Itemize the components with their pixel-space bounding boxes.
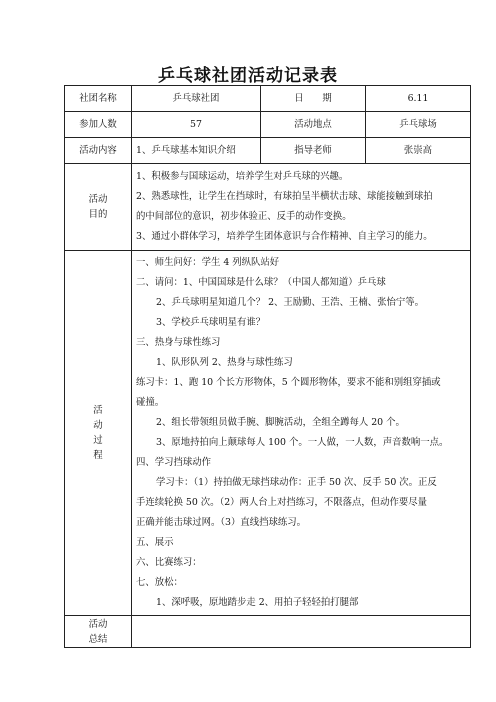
process-line: 五、展示 <box>136 537 174 548</box>
page-title: 乒乓球社团活动记录表 <box>158 66 338 86</box>
process-line: 学习卡：（1）持拍做无球挡球动作：正手 50 次、反手 50 次。正反 <box>156 477 437 488</box>
date-value: 6.11 <box>366 86 471 112</box>
location-label: 活动地点 <box>261 112 366 138</box>
process-line: 碰撞。 <box>136 397 165 408</box>
process-line: 一、师生问好：学生 4 列纵队站好 <box>136 257 280 268</box>
table-row <box>65 138 471 164</box>
process-label <box>65 251 132 616</box>
process-label-char: 过 <box>93 435 103 446</box>
process-line: 三、热身与球性练习 <box>136 337 221 348</box>
process-line: 正确并能击球过网。（3）直线挡球练习。 <box>136 517 307 528</box>
process-label-char: 活 <box>93 405 103 416</box>
goal-content <box>132 164 471 251</box>
content-value: 1、乒乓球基本知识介绍 <box>132 138 261 164</box>
table-row <box>65 86 471 112</box>
process-line: 练习卡：1、跑 10 个长方形物体，5 个圆形物体，要求不能和别组穿插或 <box>136 377 441 388</box>
summary-content <box>132 616 471 648</box>
summary-label <box>65 616 132 648</box>
process-label-char: 动 <box>93 420 103 431</box>
goal-line: 2、熟悉球性，让学生在挡球时，有球拍呈半横状击球、球能接触到球拍 <box>136 191 433 202</box>
participants-label: 参加人数 <box>65 112 132 138</box>
process-label-char: 程 <box>93 450 103 461</box>
process-line: 二、请问：1、中国国球是什么球？（中国人都知道）乒乓球 <box>136 277 386 288</box>
process-line: 2、组长带领组员做手腕、脚腕活动，全组全蹲每人 20 个。 <box>156 417 405 428</box>
table-row <box>65 251 471 616</box>
goal-line: 1、积极参与国球运动，培养学生对乒乓球的兴趣。 <box>136 171 349 182</box>
goal-label-line: 活动 <box>88 194 108 205</box>
teacher-value: 张崇高 <box>366 138 471 164</box>
table-row <box>65 112 471 138</box>
process-line: 3、学校乒乓球明星有谁？ <box>156 317 266 328</box>
process-content <box>132 251 471 616</box>
goal-label <box>65 164 132 251</box>
activity-record-table <box>64 85 471 648</box>
table-row <box>65 164 471 251</box>
club-name-value: 乒乓球社团 <box>132 86 261 112</box>
club-name-label: 社团名称 <box>65 86 132 112</box>
location-value: 乒乓球场 <box>366 112 471 138</box>
content-label: 活动内容 <box>65 138 132 164</box>
goal-line: 的中间部位的意识，初步体验正、反手的动作变换。 <box>136 211 352 222</box>
summary-label-line: 总结 <box>88 633 108 645</box>
date-label: 日 期 <box>261 86 366 112</box>
process-line: 手连续轮换 50 次。（2）两人台上对挡练习，不限落点，但动作要尽量 <box>136 497 428 508</box>
process-line: 四、学习挡球动作 <box>136 457 212 468</box>
table-row <box>65 616 471 648</box>
summary-label-line: 活动 <box>88 618 108 630</box>
process-line: 2、乒乓球明星知道几个？ 2、王励勤、王浩、王楠、张怡宁等。 <box>156 297 425 308</box>
teacher-label: 指导老师 <box>261 138 366 164</box>
goal-label-line: 目的 <box>88 209 108 220</box>
process-line: 1、队形队列 2、热身与球性练习 <box>156 357 293 368</box>
process-line: 七、放松： <box>136 577 183 588</box>
process-line: 3、原地持拍向上颠球每人 100 个。一人做，一人数，声音数响一点。 <box>156 437 449 448</box>
process-line: 1、深呼吸，原地踏步走 2、用拍子轻轻拍打腿部 <box>156 597 359 608</box>
participants-value: 57 <box>132 112 261 138</box>
process-line: 六、比赛练习： <box>136 557 202 568</box>
goal-line: 3、通过小群体学习，培养学生团体意识与合作精神、自主学习的能力。 <box>136 231 433 242</box>
